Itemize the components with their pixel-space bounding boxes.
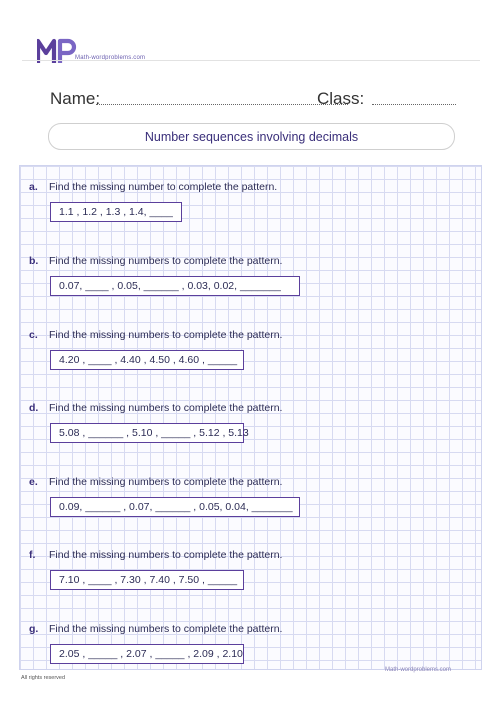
sequence-answer-box[interactable]: 5.08 , ______ , 5.10 , _____ , 5.12 , 5.13 xyxy=(50,423,244,443)
question-letter: e. xyxy=(29,476,38,488)
sequence-answer-box[interactable]: 4.20 , ____ , 4.40 , 4.50 , 4.60 , _____ xyxy=(50,350,244,370)
question-letter: c. xyxy=(29,329,38,341)
class-field[interactable] xyxy=(372,104,456,105)
question-c xyxy=(19,329,480,389)
worksheet-title: Number sequences involving decimals xyxy=(48,123,455,150)
name-field[interactable] xyxy=(96,104,348,105)
question-letter: b. xyxy=(29,255,39,267)
question-prompt: Find the missing numbers to complete the pattern. xyxy=(49,402,283,414)
question-letter: a. xyxy=(29,181,38,193)
header-divider xyxy=(22,60,480,61)
footer-rights: All rights reserved xyxy=(21,675,66,681)
site-url: Math-wordproblems.com xyxy=(75,55,146,61)
sequence-answer-box[interactable]: 1.1 , 1.2 , 1.3 , 1.4, ____ xyxy=(50,202,182,222)
sequence-answer-box[interactable]: 0.09, ______ , 0.07, ______ , 0.05, 0.04, _______ xyxy=(50,497,300,517)
question-b xyxy=(19,255,480,315)
question-letter: g. xyxy=(29,623,39,635)
student-info-row xyxy=(50,89,470,111)
footer-site-url: Math-wordproblems.com xyxy=(385,667,452,673)
class-label: Class: xyxy=(317,89,365,108)
question-a xyxy=(19,181,480,241)
sequence-answer-box[interactable]: 0.07, ____ , 0.05, ______ , 0.03, 0.02, _______ xyxy=(50,276,300,296)
question-prompt: Find the missing numbers to complete the pattern. xyxy=(49,255,283,267)
question-prompt: Find the missing numbers to complete the pattern. xyxy=(49,476,283,488)
question-prompt: Find the missing number to complete the pattern. xyxy=(49,181,278,193)
question-prompt: Find the missing numbers to complete the pattern. xyxy=(49,549,283,561)
question-g xyxy=(19,623,480,683)
question-prompt: Find the missing numbers to complete the pattern. xyxy=(49,623,283,635)
sequence-answer-box[interactable]: 7.10 , ____ , 7.30 , 7.40 , 7.50 , _____ xyxy=(50,570,244,590)
question-prompt: Find the missing numbers to complete the pattern. xyxy=(49,329,283,341)
question-d xyxy=(19,402,480,462)
sequence-answer-box[interactable]: 2.05 , _____ , 2.07 , _____ , 2.09 , 2.10 xyxy=(50,644,244,664)
question-letter: d. xyxy=(29,402,39,414)
site-logo xyxy=(37,38,157,68)
name-label: Name: xyxy=(50,89,101,108)
question-f xyxy=(19,549,480,609)
question-e xyxy=(19,476,480,536)
question-letter: f. xyxy=(29,549,36,561)
